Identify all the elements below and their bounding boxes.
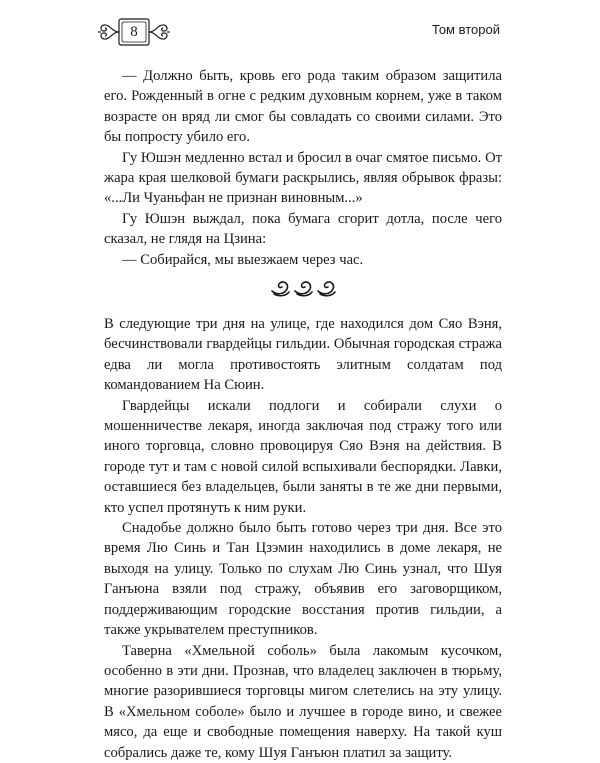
wave-swirl-icon [270,274,336,298]
text-block-bottom [104,314,502,763]
paragraph: — Должно быть, кровь его рода таким образом защитила его. Рожденный в огне с редким духовным корнем, уже в таком возрасте он вряд ли смог бы совладать со своими силами. Это бы попросту убило его. [104,68,502,146]
page-header [0,0,600,60]
paragraph: Гвардейцы искали подлоги и собирали слухи о мошенничестве лекаря, иногда заключая под стражу того или иного торговца, словно провоцируя Сяо Вэня на действия. В городе тут и там с новой силой вспыхивали беспорядки. Лавки, оставшиеся без владельцев, были заняты в те же дни первыми, кто успел протянуть к ним руки. [104,397,502,516]
paragraph: Гу Юшэн выждал, пока бумага сгорит дотла, после чего сказал, не глядя на Цзина: [104,210,502,248]
paragraph: В следующие три дня на улице, где находился дом Сяо Вэня, бесчинствовали гвардейцы гильдии. Обычная городская стража едва ли могла противостоять элитным солдатам под командованием На Сюин. [104,316,502,394]
running-title: Том второй [431,22,500,37]
paragraph: Таверна «Хмельной соболь» была лакомым кусочком, особенно в эти дни. Прознав, что владелец заключен в тюрьму, многие разорившиеся торговцы мигом слетелись на эту улицу. В «Хмельном соболе» было и лучшее в городе вино, и свежее мясо, да еще и свободные помещения наверху. На такой куш собрались даже те, кому Шуя Ганъюн платил за защиту. [104,642,502,761]
paragraph: Снадобье должно было быть готово через три дня. Все это время Лю Синь и Тан Цзэмин находились в доме лекаря, не выходя на улицу. Только по слухам Лю Синь узнал, что Шуя Ганъюна взяли под стражу, объявив его заговорщиком, поддерживающим городские восстания против гильдии, а также укрывателем преступников. [104,520,502,639]
page-number: 8 [130,24,138,40]
paragraph: Гу Юшэн медленно встал и бросил в очаг смятое письмо. От жара края шелковой бумаги раскрылись, являя обрывок фразы: «...Ли Чуаньфан не признан виновным...» [104,149,502,207]
text-block-top [104,66,502,270]
paragraph: — Собирайся, мы выезжаем через час. [122,251,364,268]
